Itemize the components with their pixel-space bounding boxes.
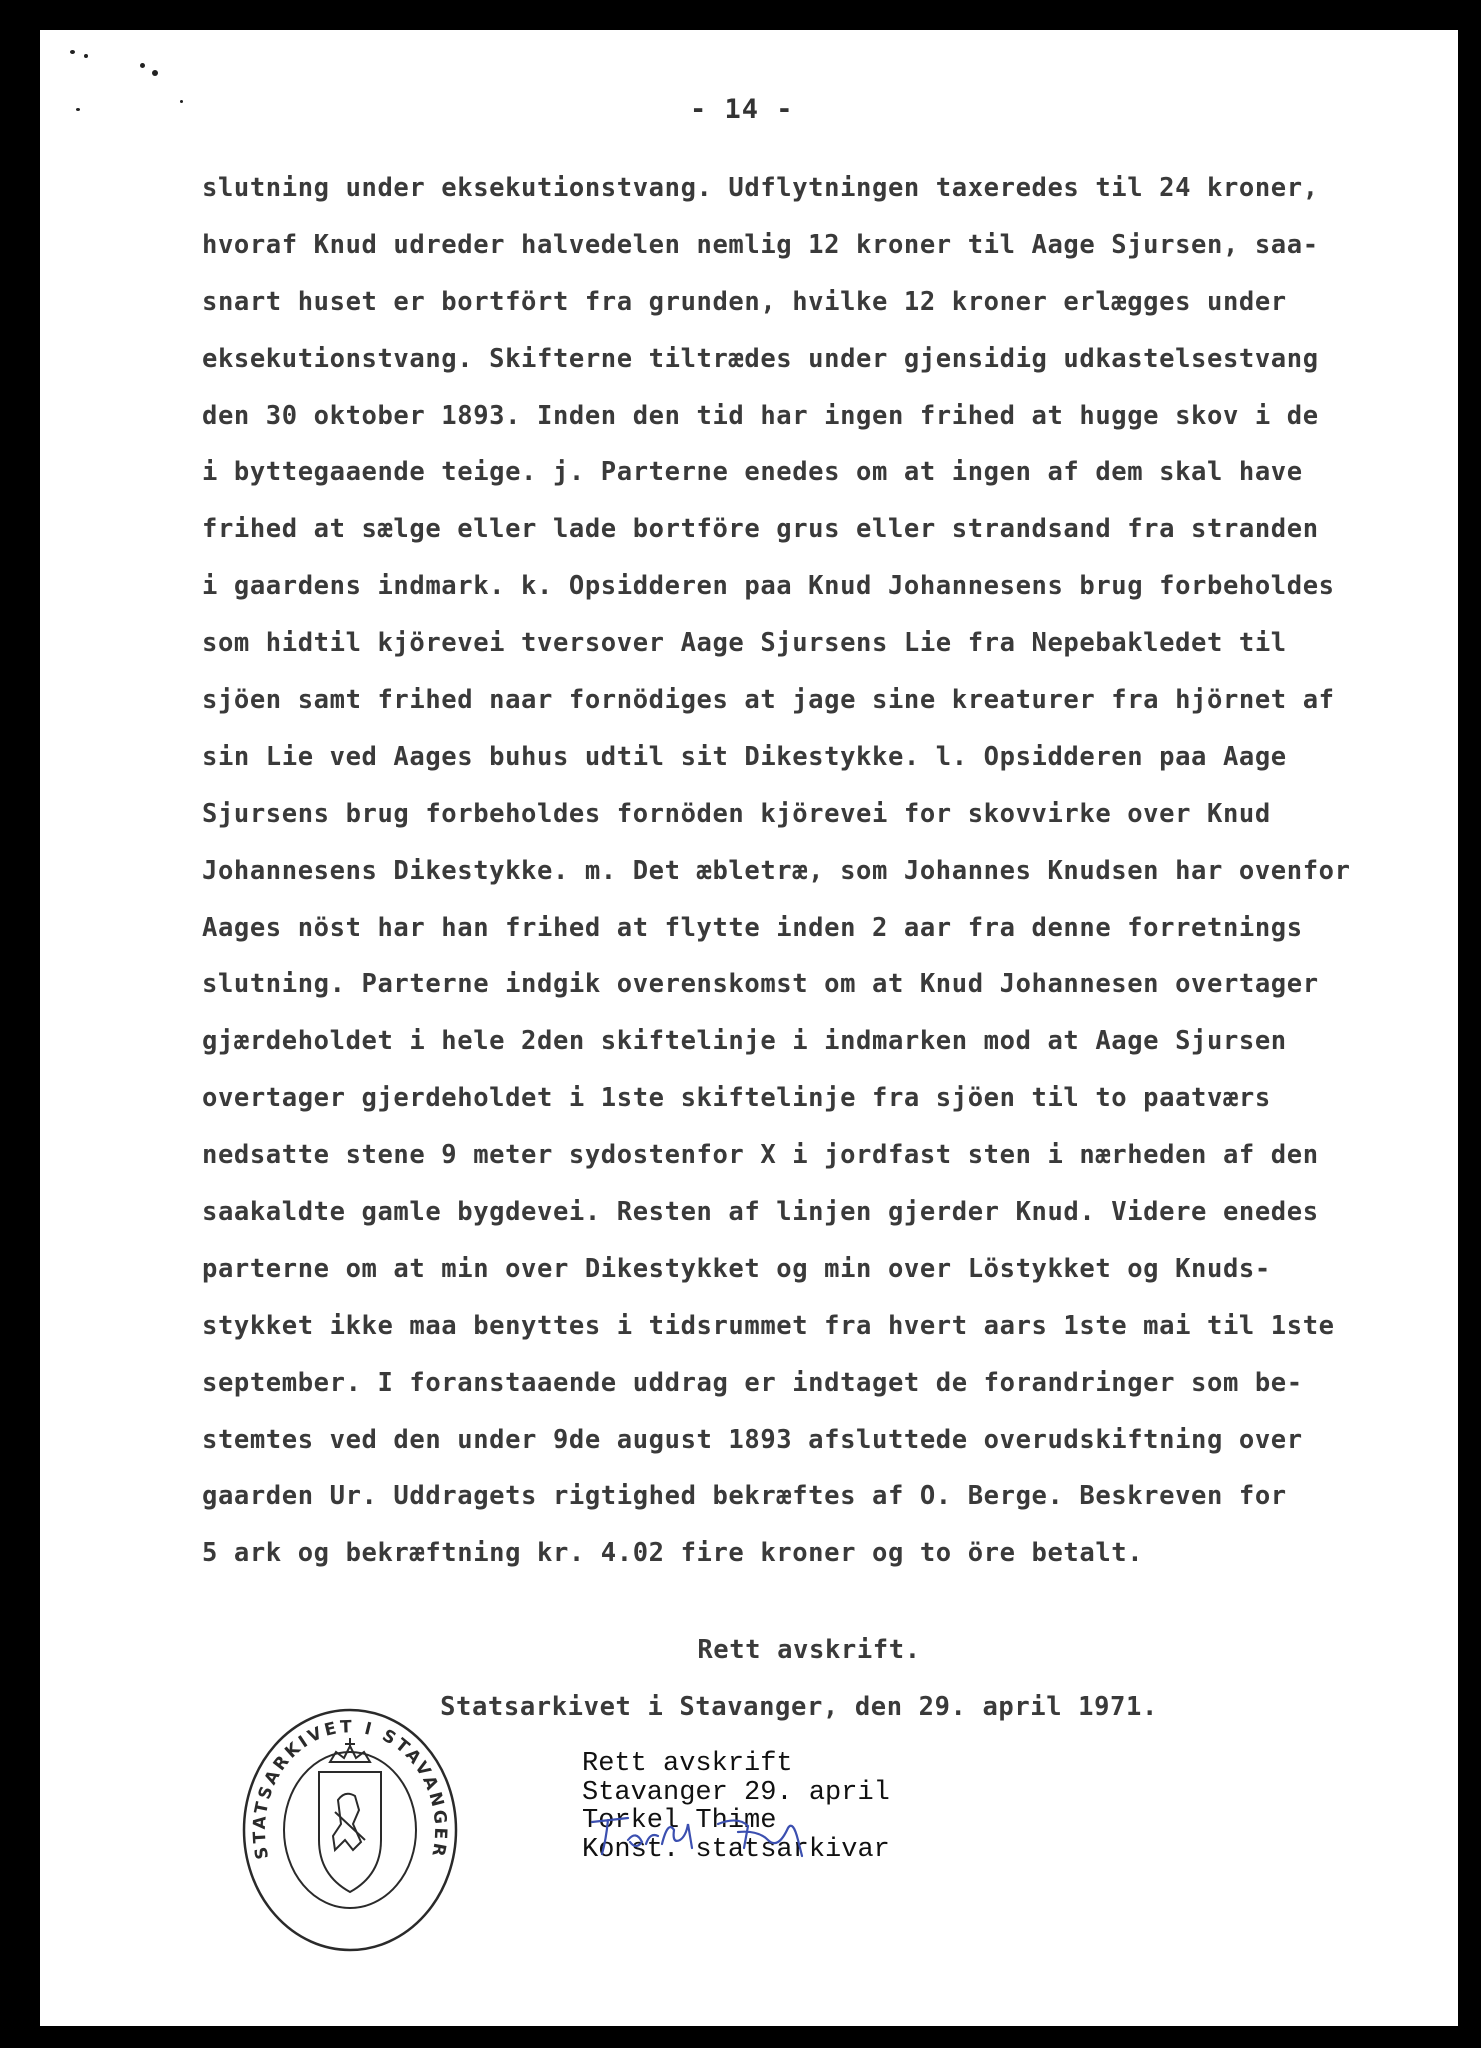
- closing-rett-avskrift: Rett avskrift.: [697, 1635, 921, 1665]
- ink-speck: [70, 50, 75, 54]
- document-page: [40, 30, 1458, 2026]
- seal-text: STATSARKIVET I STAVANGER: [249, 1717, 451, 1861]
- coat-of-arms-icon: [319, 1738, 381, 1892]
- body-line: parterne om at min over Dikestykket og min over Löstykket og Knuds-: [202, 1253, 1271, 1284]
- body-line: eksekutionstvang. Skifterne tiltrædes under gjensidig udkastelsestvang: [202, 343, 1319, 374]
- body-line: i byttegaaende teige. j. Parterne enedes om at ingen af dem skal have: [202, 457, 1303, 488]
- body-line: sin Lie ved Aages buhus udtil sit Dikestykke. l. Opsidderen paa Aage: [202, 741, 1287, 772]
- body-line: hvoraf Knud udreder halvedelen nemlig 12 kroner til Aage Sjursen, saa-: [202, 229, 1319, 260]
- body-line: september. I foranstaaende uddrag er indtaget de forandringer som be-: [202, 1367, 1303, 1398]
- body-line: nedsatte stene 9 meter sydostenfor X i jordfast sten i nærheden af den: [202, 1140, 1319, 1171]
- closing-place-date: Statsarkivet i Stavanger, den 29. april 1971.: [440, 1692, 1158, 1722]
- body-line: Johannesens Dikestykke. m. Det æbletræ, som Johannes Knudsen har ovenfor: [202, 855, 1351, 886]
- page-number: - 14 -: [690, 94, 794, 125]
- body-line: saakaldte gamle bygdevei. Resten af linjen gjerder Knud. Videre enedes: [202, 1197, 1319, 1228]
- body-line: Sjursens brug forbeholdes fornöden kjörevei for skovvirke over Knud: [202, 798, 1271, 829]
- certification-line: Rett avskrift: [582, 1749, 793, 1779]
- body-line: som hidtil kjörevei tversover Aage Sjursens Lie fra Nepebakledet til: [202, 628, 1287, 659]
- ink-speck: [152, 70, 158, 76]
- body-text: [202, 160, 1452, 1582]
- body-line: sjöen samt frihed naar fornödiges at jage sine kreaturer fra hjörnet af: [202, 685, 1335, 716]
- ink-speck: [76, 108, 80, 111]
- certification-line: Konst. statsarkivar: [582, 1834, 890, 1865]
- body-line: i gaardens indmark. k. Opsidderen paa Knud Johannesens brug forbeholdes: [202, 571, 1335, 602]
- body-line: 5 ark og bekræftning kr. 4.02 fire kroner og to öre betalt.: [202, 1538, 1144, 1569]
- body-line: slutning under eksekutionstvang. Udflytningen taxeredes til 24 kroner,: [202, 173, 1319, 203]
- ink-speck: [84, 54, 88, 58]
- body-line: gjærdeholdet i hele 2den skiftelinje i indmarken mod at Aage Sjursen: [202, 1026, 1287, 1057]
- body-line: frihed at sælge eller lade bortföre grus eller strandsand fra stranden: [202, 514, 1319, 545]
- body-line: snart huset er bortfört fra grunden, hvilke 12 kroner erlægges under: [202, 286, 1287, 317]
- body-line: Aages nöst har han frihed at flytte inden 2 aar fra denne forretnings: [202, 912, 1303, 943]
- ink-speck: [180, 100, 183, 103]
- archive-seal-stamp: [235, 1700, 465, 1955]
- ink-speck: [140, 63, 145, 68]
- body-line: den 30 oktober 1893. Inden den tid har ingen frihed at hugge skov i de: [202, 400, 1319, 431]
- certification-line: Torkel Thime: [582, 1806, 777, 1836]
- body-line: slutning. Parterne indgik overenskomst om at Knud Johannesen overtager: [202, 969, 1319, 1000]
- handwritten-signature: [588, 1810, 848, 1860]
- body-line: stykket ikke maa benyttes i tidsrummet fra hvert aars 1ste mai til 1ste: [202, 1310, 1335, 1341]
- certification-line: Stavanger 29. april: [582, 1777, 890, 1808]
- body-line: overtager gjerdeholdet i 1ste skiftelinje fra sjöen til to paatværs: [202, 1083, 1271, 1114]
- body-line: gaarden Ur. Uddragets rigtighed bekræftes af O. Berge. Beskreven for: [202, 1481, 1287, 1512]
- body-line: stemtes ved den under 9de august 1893 afsluttede overudskiftning over: [202, 1424, 1303, 1455]
